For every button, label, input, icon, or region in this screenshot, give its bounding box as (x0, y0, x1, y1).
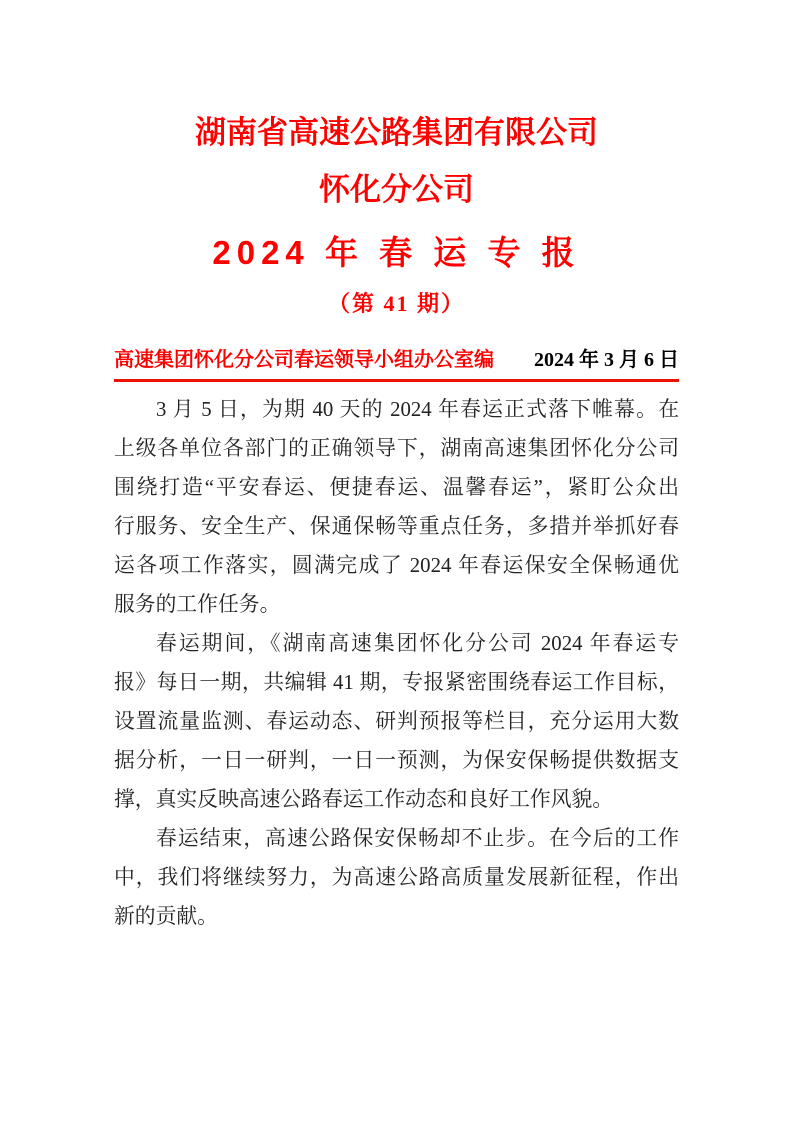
paragraph (114, 624, 679, 819)
masthead-rule (114, 344, 679, 382)
paragraph-line: 设置流量监测、春运动态、研判预报等栏目，充分运用大数 (114, 710, 679, 733)
issue-date: 2024 年 3 月 6 日 (534, 349, 679, 371)
report-title: 2024 年 春 运 专 报 (212, 234, 581, 271)
paragraph-line: 上级各单位各部门的正确领导下，湖南高速集团怀化分公司 (114, 437, 679, 460)
paragraph-line: 撑，真实反映高速公路春运工作动态和良好工作风貌。 (114, 788, 614, 811)
branch-title: 怀化分公司 (319, 172, 474, 207)
paragraph-line: 围绕打造“平安春运、便捷春运、温馨春运”，紧盯公众出 (114, 476, 679, 499)
paragraph-line: 春运期间，《湖南高速集团怀化分公司 2024 年春运专 (156, 632, 679, 655)
body-paragraphs (114, 390, 679, 936)
paragraph-line: 中，我们将继续努力，为高速公路高质量发展新征程，作出 (114, 866, 679, 889)
issue-number: （第 41 期） (327, 291, 465, 316)
paragraph-line: 据分析，一日一研判，一日一预测，为保安保畅提供数据支 (114, 749, 679, 772)
editor-credit: 高速集团怀化分公司春运领导小组办公室编 (114, 349, 494, 371)
paragraph-line: 报》每日一期，共编辑 41 期，专报紧密围绕春运工作目标， (114, 671, 679, 694)
paragraph (114, 390, 679, 624)
paragraph-line: 3 月 5 日，为期 40 天的 2024 年春运正式落下帷幕。在 (156, 398, 679, 421)
paragraph (114, 819, 679, 936)
paragraph-line: 行服务、安全生产、保通保畅等重点任务，多措并举抓好春 (114, 515, 679, 538)
company-title: 湖南省高速公路集团有限公司 (195, 115, 598, 150)
paragraph-line: 春运结束，高速公路保安保畅却不止步。在今后的工作 (156, 827, 679, 850)
paragraph-line: 新的贡献。 (114, 905, 218, 928)
paragraph-line: 服务的工作任务。 (114, 593, 281, 616)
paragraph-line: 运各项工作落实，圆满完成了 2024 年春运保安全保畅通优 (114, 554, 679, 577)
